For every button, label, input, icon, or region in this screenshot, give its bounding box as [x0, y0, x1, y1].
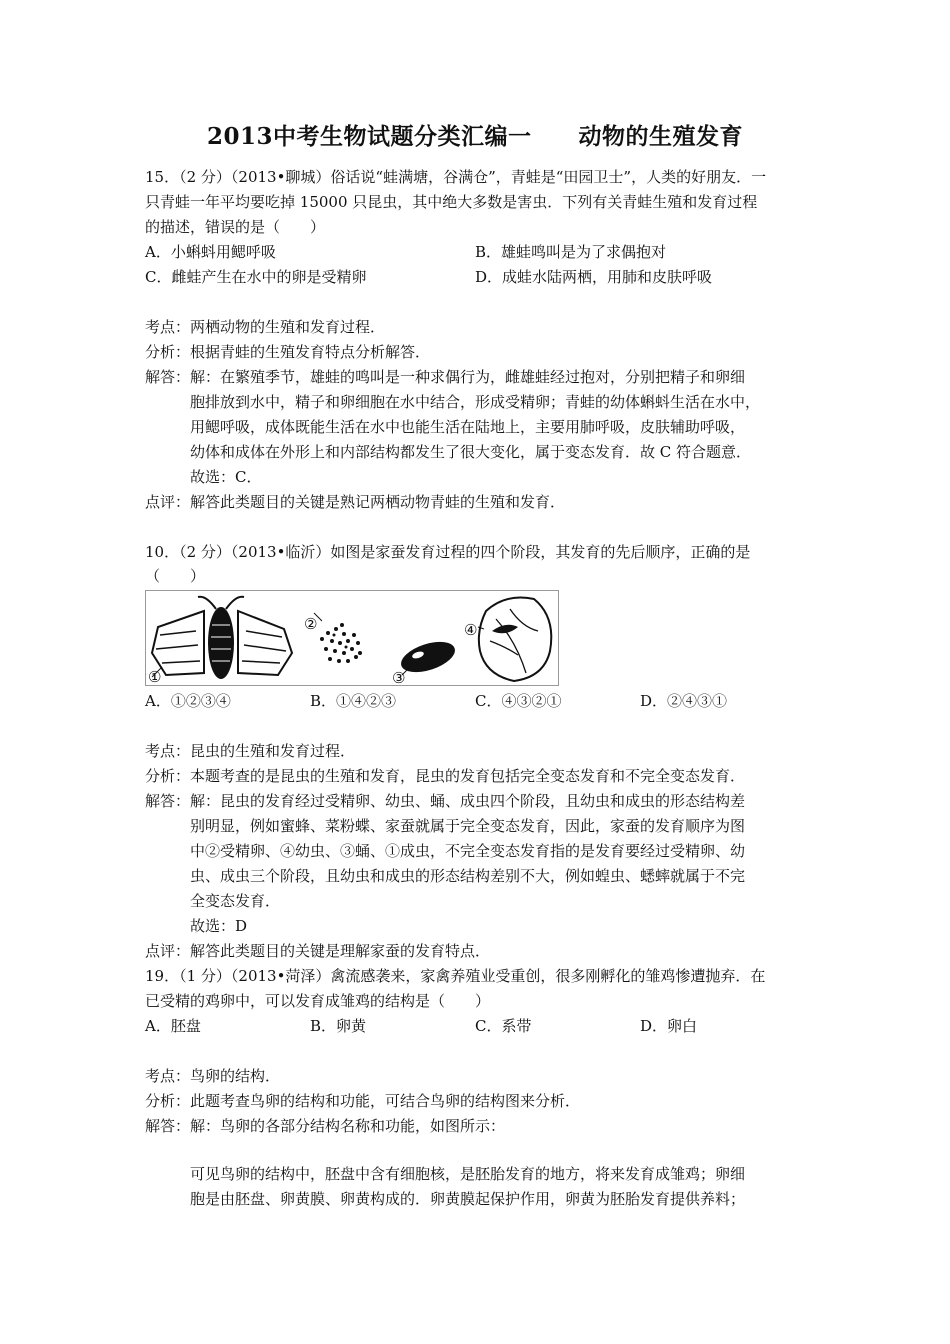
q15-jieda-line: 幼体和成体在外形上和内部结构都发生了很大变化，属于变态发育．故 C 符合题意．	[190, 443, 752, 461]
q15-stem-line: 15．（2 分）（2013•聊城）俗话说“蛙满塘，谷满仓”，青蛙是“田园卫士”，人类的好朋友．一	[145, 168, 767, 186]
q10-option-d: D．②④③①	[640, 692, 728, 710]
q19-stem-line: 已受精的鸡卵中，可以发育成雏鸡的结构是（ ）	[145, 992, 491, 1010]
q19-kaodian: 考点：鸟卵的结构．	[145, 1067, 281, 1085]
q15-kaodian: 考点：两栖动物的生殖和发育过程．	[145, 318, 386, 336]
q10-answer: 故选：D	[190, 917, 248, 935]
q19-jieda: 解答：解：鸟卵的各部分结构名称和功能，如图所示：	[145, 1117, 506, 1135]
q19-option-b: B．卵黄	[310, 1017, 367, 1035]
figure-label-1: ①	[148, 668, 162, 685]
q19-jieda-line: 胞是由胚盘、卵黄膜、卵黄构成的．卵黄膜起保护作用，卵黄为胚胎发育提供养料；	[190, 1190, 746, 1208]
silkworm-stages-figure	[145, 590, 559, 686]
q10-stem-line: 10．（2 分）（2013•临沂）如图是家蚕发育过程的四个阶段，其发育的先后顺序，正确的是	[145, 543, 751, 561]
q19-option-c: C．系带	[475, 1017, 532, 1035]
q15-jieda-line: 用鳃呼吸，成体既能生活在水中也能生活在陆地上，主要用肺呼吸，皮肤辅助呼吸，	[190, 418, 746, 436]
q10-option-b: B．①④②③	[310, 692, 397, 710]
q19-option-d: D．卵白	[640, 1017, 698, 1035]
q15-option-c: C．雌蛙产生在水中的卵是受精卵	[145, 268, 367, 286]
silkworm-stages-illustration	[146, 591, 558, 685]
figure-label-3: ③	[392, 669, 406, 685]
q10-option-c: C．④③②①	[475, 692, 562, 710]
q15-stem-line: 只青蛙一年平均要吃掉 15000 只昆虫，其中绝大多数是害虫．下列有关青蛙生殖和发育过程	[145, 193, 758, 211]
q15-jieda: 解答：解：在繁殖季节，雄蛙的鸣叫是一种求偶行为，雌雄蛙经过抱对，分别把精子和卵细	[145, 368, 746, 386]
q10-option-a: A．①②③④	[145, 692, 231, 710]
figure-label-4: ④	[464, 621, 478, 639]
q15-jieda-line: 胞排放到水中，精子和卵细胞在水中结合，形成受精卵；青蛙的幼体蝌蚪生活在水中，	[190, 393, 761, 411]
figure-label-2: ②	[304, 615, 318, 633]
q19-option-a: A．胚盘	[145, 1017, 201, 1035]
q10-stem-line: （ ）	[145, 567, 206, 585]
q15-answer: 故选：C．	[190, 468, 262, 486]
q10-dianping: 点评：解答此类题目的关键是理解家蚕的发育特点．	[145, 942, 491, 960]
q15-option-d: D．成蛙水陆两栖，用肺和皮肤呼吸	[475, 268, 713, 286]
q10-jieda-line: 中②受精卵、④幼虫、③蛹、①成虫，不完全变态发育指的是发育要经过受精卵、幼	[190, 842, 746, 860]
q15-option-a: A．小蝌蚪用鳃呼吸	[145, 243, 276, 261]
q10-fenxi: 分析：本题考查的是昆虫的生殖和发育，昆虫的发育包括完全变态发育和不完全变态发育．	[145, 767, 746, 785]
q10-jieda-line: 别明显，例如蜜蜂、菜粉蝶、家蚕就属于完全变态发育，因此，家蚕的发育顺序为图	[190, 817, 746, 835]
q15-dianping: 点评：解答此类题目的关键是熟记两栖动物青蛙的生殖和发育．	[145, 493, 566, 511]
silkworm-larva-on-leaf-image	[478, 598, 551, 682]
q10-jieda: 解答：解：昆虫的发育经过受精卵、幼虫、蛹、成虫四个阶段，且幼虫和成虫的形态结构差	[145, 792, 746, 810]
q10-jieda-line: 全变态发育．	[190, 892, 281, 910]
q15-option-b: B．雄蛙鸣叫是为了求偶抱对	[475, 243, 667, 261]
q19-fenxi: 分析：此题考查鸟卵的结构和功能，可结合鸟卵的结构图来分析．	[145, 1092, 581, 1110]
q15-fenxi: 分析：根据青蛙的生殖发育特点分析解答．	[145, 343, 431, 361]
q15-stem-line: 的描述，错误的是（ ）	[145, 218, 326, 236]
silkworm-pupa-image	[397, 636, 458, 678]
q19-jieda-line: 可见鸟卵的结构中，胚盘中含有细胞核，是胚胎发育的地方，将来发育成雏鸡；卵细	[190, 1165, 746, 1183]
page-title: 2013中考生物试题分类汇编一 动物的生殖发育	[206, 123, 743, 150]
q10-kaodian: 考点：昆虫的生殖和发育过程．	[145, 742, 356, 760]
q19-stem-line: 19．（1 分）（2013•菏泽）禽流感袭来，家禽养殖业受重创，很多刚孵化的雏鸡惨遭抛弃．在	[145, 967, 766, 985]
silkworm-moth-image	[152, 597, 292, 679]
silkworm-eggs-image	[320, 623, 362, 663]
q10-jieda-line: 虫、成虫三个阶段，且幼虫和成虫的形态结构差别不大，例如蝗虫、蟋蟀就属于不完	[190, 867, 746, 885]
